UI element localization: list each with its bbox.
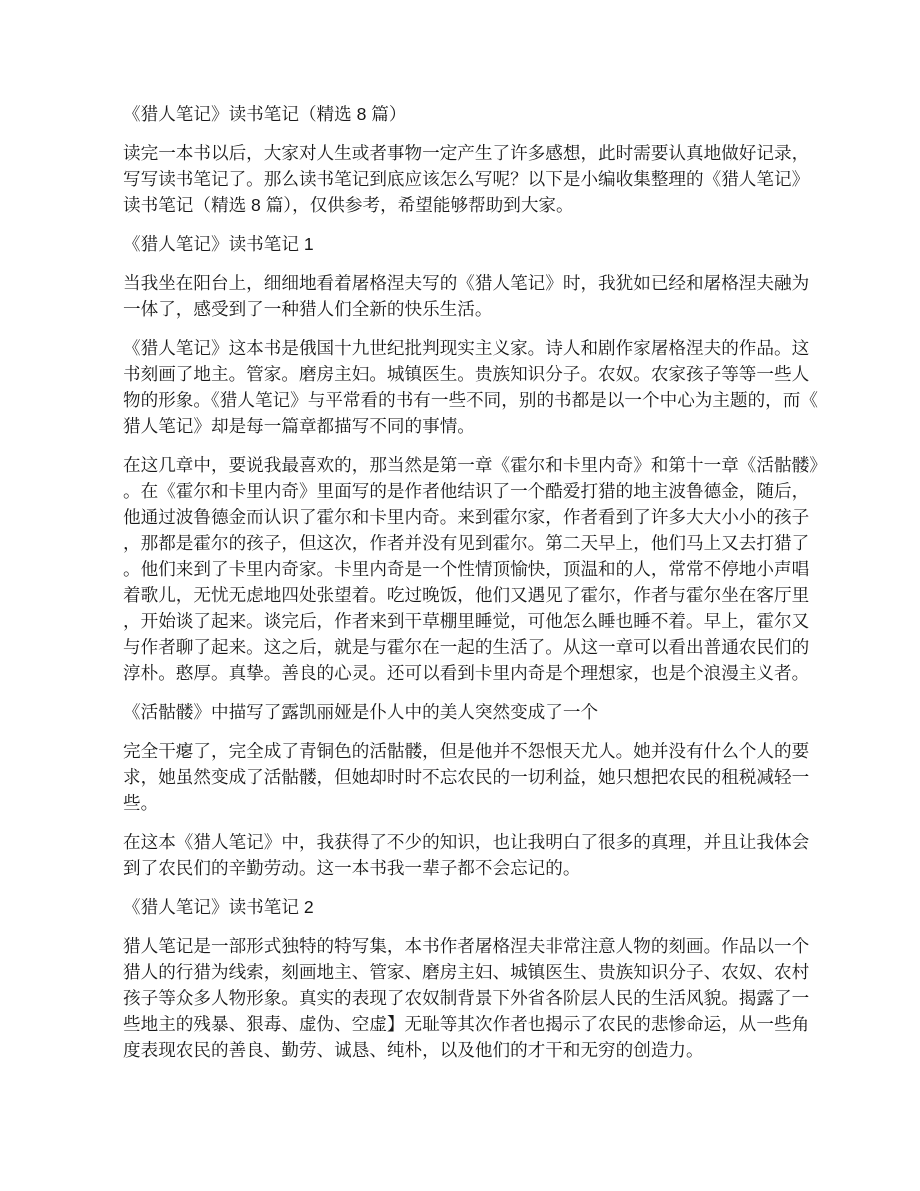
paragraph: 在这几章中，要说我最喜欢的，那当然是第一章《霍尔和卡里内奇》和第十一章《活骷髅》。在《霍尔和卡里内奇》里面写的是作者他结识了一个酷爱打猎的地主波鲁德金，随后，他通过波鲁德金而认识了霍尔和卡里内奇。来到霍尔家，作者看到了许多大大小小的孩子，那都是霍尔的孩子，但这次，作者并没有见到霍尔。第二天早上，他们马上又去打猎了。他们来到了卡里内奇家。卡里内奇是一个性情顶愉快，顶温和的人，常常不停地小声唱着歌儿，无忧无虑地四处张望着。吃过晚饭，他们又遇见了霍尔，作者与霍尔坐在客厅里，开始谈了起来。谈完后，作者来到干草棚里睡觉，可他怎么睡也睡不着。早上，霍尔又与作者聊了起来。这之后，就是与霍尔在一起的生活了。从这一章可以看出普通农民们的淳朴。憨厚。真挚。善良的心灵。还可以看到卡里内奇是个理想家，也是个浪漫主义者。 [123,455,818,683]
paragraph: 《活骷髅》中描写了露凯丽娅是仆人中的美人突然变成了一个 [123,702,599,722]
document-content [123,101,819,1063]
paragraph: 《猎人笔记》这本书是俄国十九世纪批判现实主义家。诗人和剧作家屠格涅夫的作品。这书刻画了地主。管家。磨房主妇。城镇医生。贵族知识分子。农奴。农家孩子等等一些人物的形象。《猎人笔记》与平常看的书有一些不同，别的书都是以一个中心为主题的，而《猎人笔记》却是每一篇章都描写不同的事情。 [123,338,818,436]
section-heading-2: 《猎人笔记》读书笔记 2 [123,897,314,917]
paragraph: 猎人笔记是一部形式独特的特写集，本书作者屠格涅夫非常注意人物的刻画。作品以一个猎人的行猎为线索，刻画地主、管家、磨房主妇、城镇医生、贵族知识分子、农奴、农村孩子等众多人物形象。真实的表现了农奴制背景下外省各阶层人民的生活风貌。揭露了一些地主的残暴、狠毒、虚伪、空虚】无耻等其次作者也揭示了农民的悲惨命运，从一些角度表现农民的善良、勤劳、诚恳、纯朴，以及他们的才干和无穷的创造力。 [123,936,810,1060]
paragraph: 在这本《猎人笔记》中，我获得了不少的知识，也让我明白了很多的真理，并且让我体会到了农民们的辛勤劳动。这一本书我一辈子都不会忘记的。 [123,832,810,878]
paragraph: 完全干瘪了，完全成了青铜色的活骷髅，但是他并不怨恨天尤人。她并没有什么个人的要求，她虽然变成了活骷髅，但她却时时不忘农民的一切利益，她只想把农民的租税减轻一些。 [123,741,810,813]
intro-paragraph: 读完一本书以后，大家对人生或者事物一定产生了许多感想，此时需要认真地做好记录，写写读书笔记了。那么读书笔记到底应该怎么写呢？以下是小编收集整理的《猎人笔记》读书笔记（精选 8 篇），仅供参考，希望能够帮助到大家。 [123,143,810,215]
doc-title: 《猎人笔记》读书笔记（精选 8 篇） [123,104,407,124]
section-heading-1: 《猎人笔记》读书笔记 1 [123,234,314,254]
paragraph: 当我坐在阳台上，细细地看着屠格涅夫写的《猎人笔记》时，我犹如已经和屠格涅夫融为一体了，感受到了一种猎人们全新的快乐生活。 [123,273,810,319]
